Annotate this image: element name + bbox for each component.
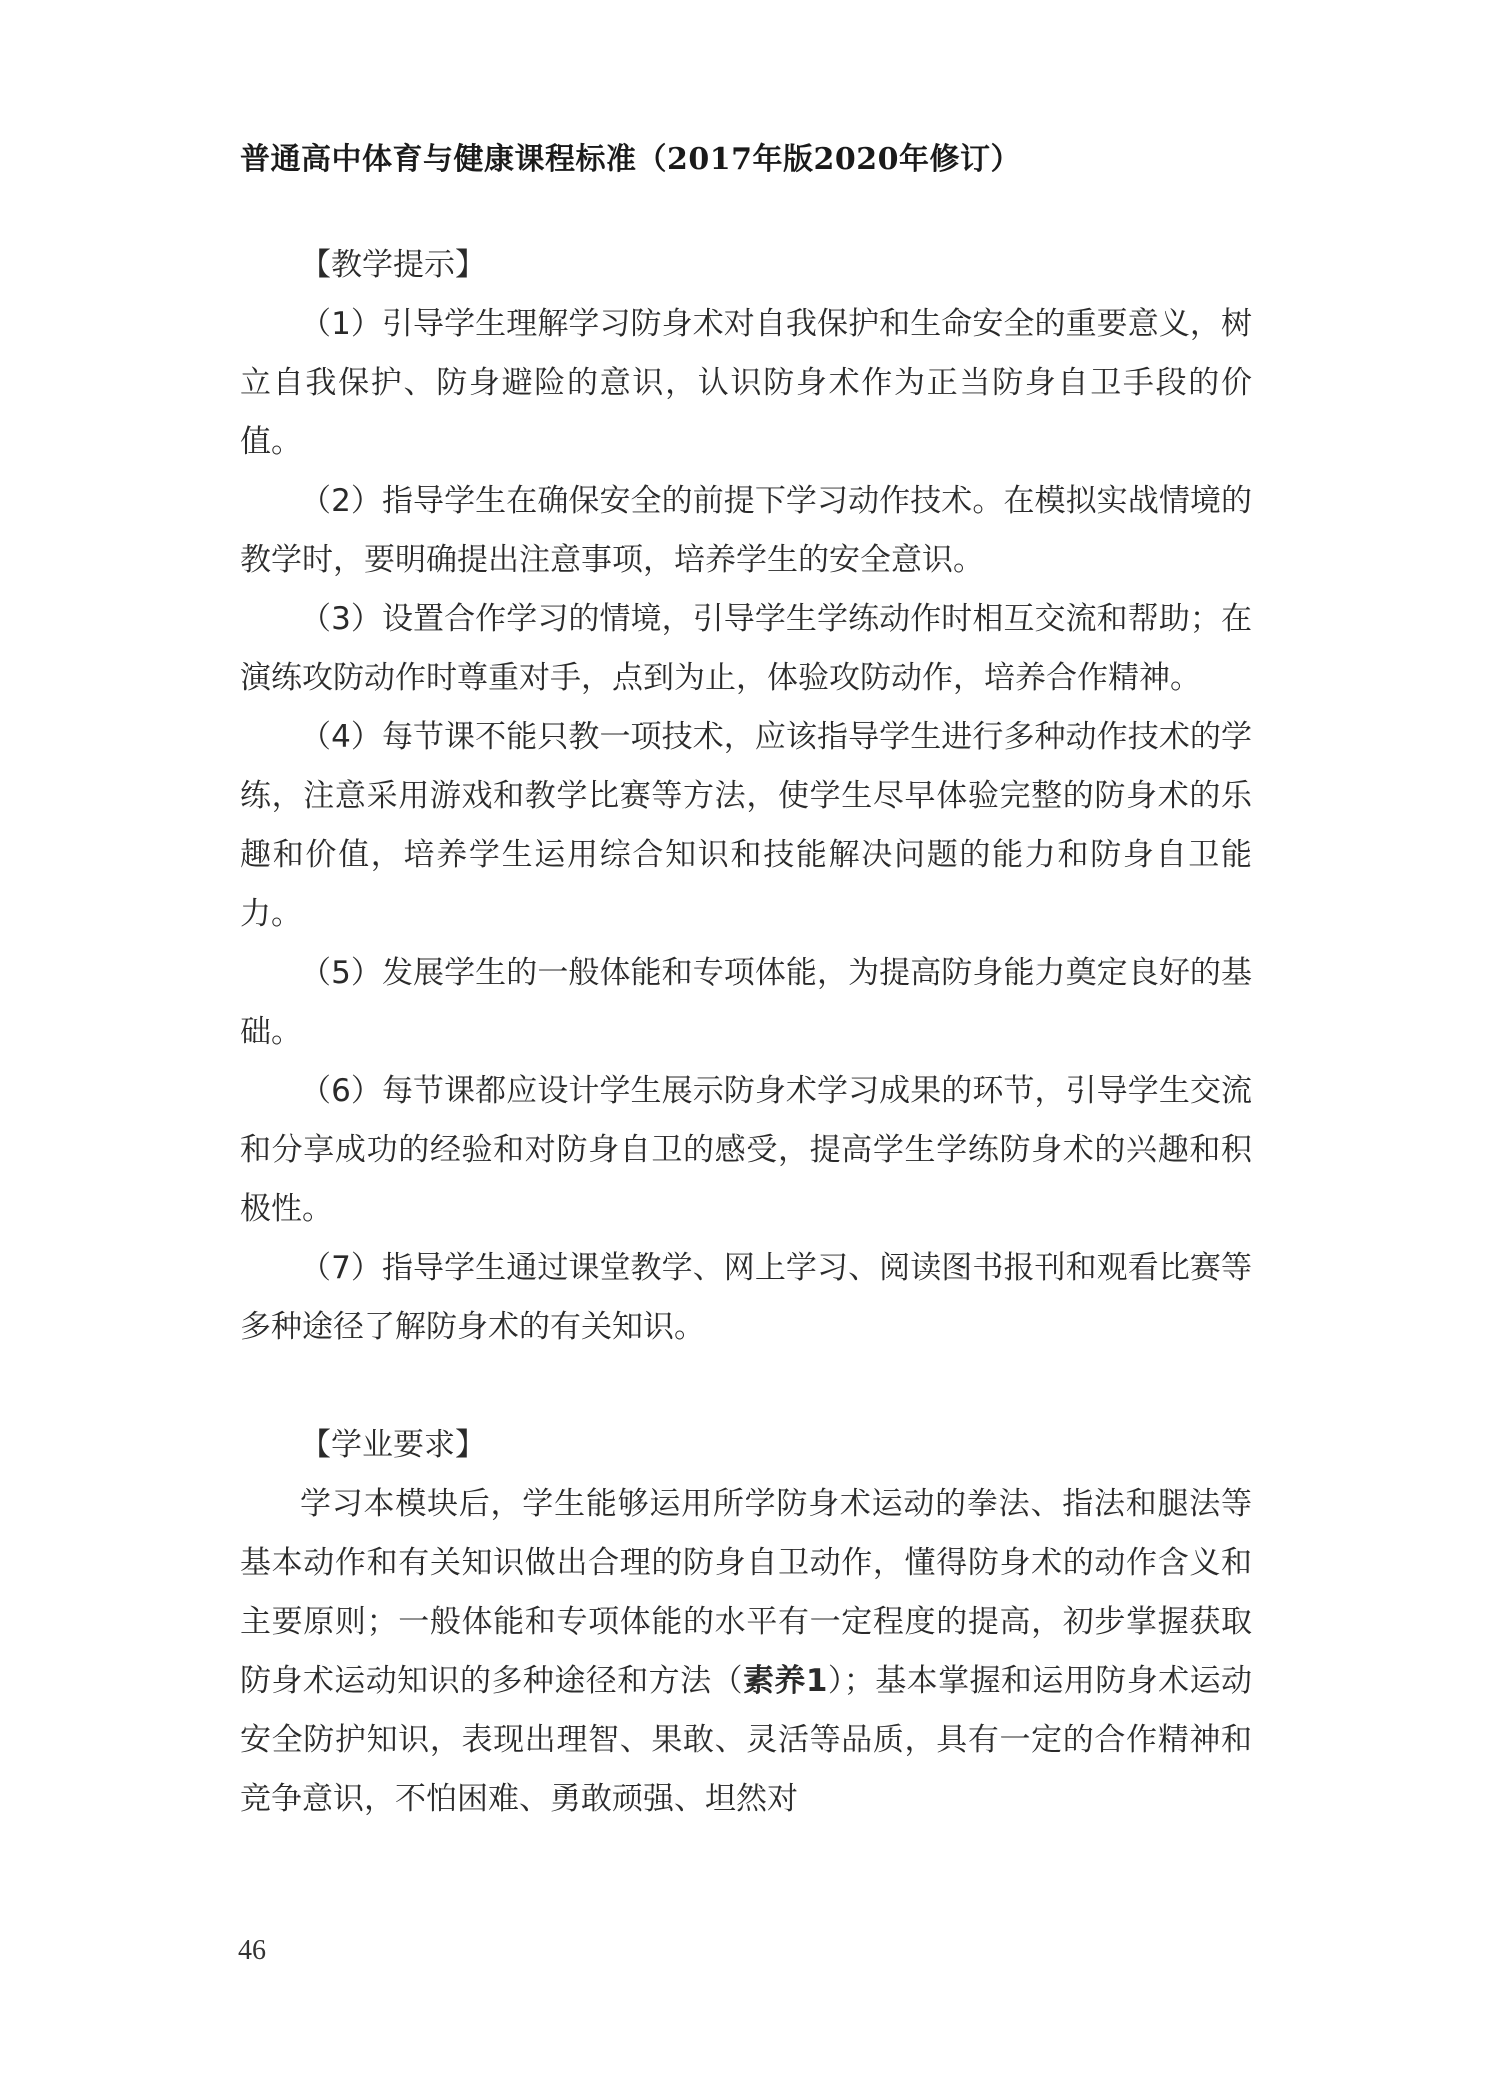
teaching-tip-3: （3）设置合作学习的情境，引导学生学练动作时相互交流和帮助；在演练攻防动作时尊重对手，点到为止，体验攻防动作，培养合作精神。 — [240, 601, 1252, 696]
teaching-tip-6: （6）每节课都应设计学生展示防身术学习成果的环节，引导学生交流和分享成功的经验和对防身自卫的感受，提高学生学练防身术的兴趣和积极性。 — [240, 1073, 1252, 1227]
teaching-tip-4: （4）每节课不能只教一项技术，应该指导学生进行多种动作技术的学练，注意采用游戏和教学比赛等方法，使学生尽早体验完整的防身术的乐趣和价值，培养学生运用综合知识和技能解决问题的能力和防身自卫能力。 — [240, 719, 1252, 932]
literacy-reference: 素养1 — [742, 1663, 828, 1699]
page-number: 46 — [238, 1935, 266, 1966]
section-title-teaching-tips: 【教学提示】 — [300, 247, 486, 283]
running-head: 普通高中体育与健康课程标准（2017年版2020年修订） — [240, 142, 1021, 177]
teaching-tip-2: （2）指导学生在确保安全的前提下学习动作技术。在模拟实战情境的教学时，要明确提出注意事项，培养学生的安全意识。 — [240, 483, 1252, 578]
requirements-text-before: 学习本模块后，学生能够运用所学防身术运动的拳法、指法和腿法等基本动作和有关知识做出合理的防身自卫动作，懂得防身术的动作含义和主要原则；一般体能和专项体能的水平有一定程度的提高，初步掌握获取防身术运动知识的多种途径和方法（ — [240, 1486, 1252, 1699]
teaching-tip-1: （1）引导学生理解学习防身术对自我保护和生命安全的重要意义，树立自我保护、防身避险的意识，认识防身术作为正当防身自卫手段的价值。 — [240, 306, 1252, 460]
academic-requirements-paragraph — [240, 1475, 1252, 1829]
teaching-tip-7: （7）指导学生通过课堂教学、网上学习、阅读图书报刊和观看比赛等多种途径了解防身术的有关知识。 — [240, 1250, 1252, 1345]
requirements-text-after: ）；基本掌握和运用防身术运动安全防护知识，表现出理智、果敢、灵活等品质，具有一定的合作精神和竞争意识，不怕困难、勇敢顽强、坦然对 — [240, 1663, 1253, 1817]
section-title-academic-requirements: 【学业要求】 — [300, 1427, 486, 1463]
teaching-tip-5: （5）发展学生的一般体能和专项体能，为提高防身能力奠定良好的基础。 — [240, 955, 1252, 1050]
page-body — [240, 236, 1252, 1829]
